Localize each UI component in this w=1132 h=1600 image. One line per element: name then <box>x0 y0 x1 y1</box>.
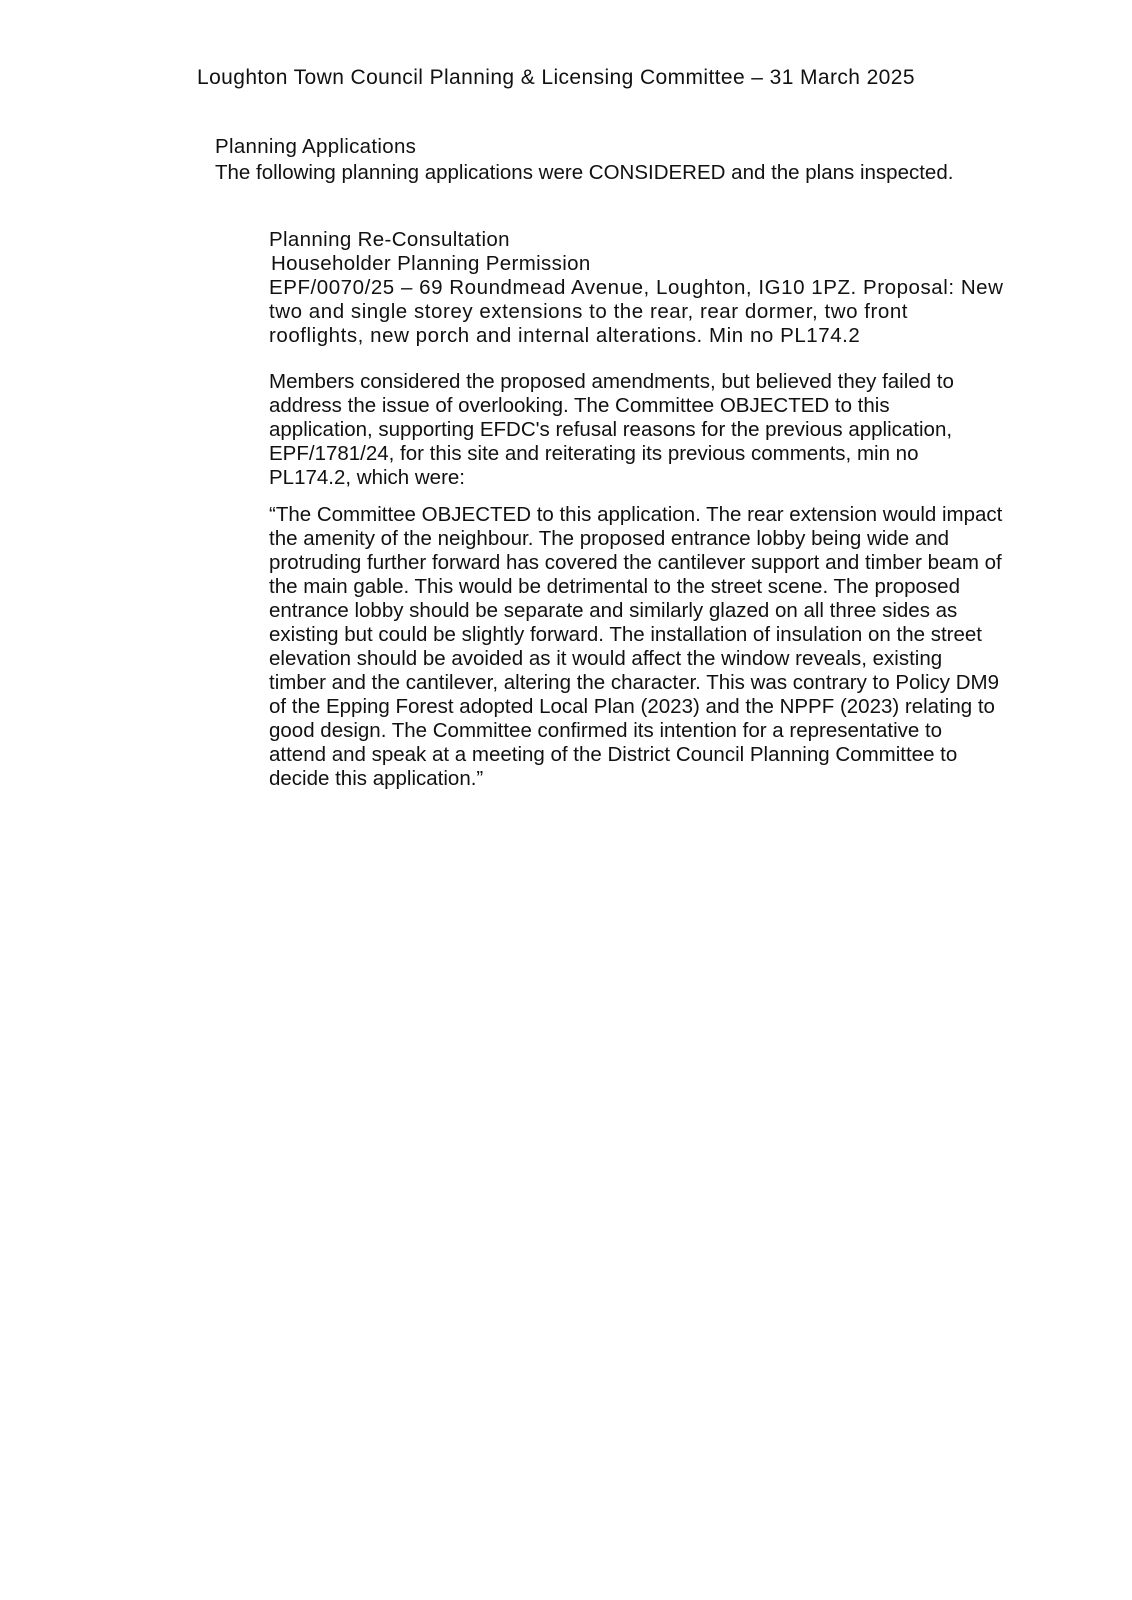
members-paragraph: Members considered the proposed amendments, but believed they failed to address the issue of overlooking. The Committee OBJECTED to this application, supporting EFDC's refusal reasons for the previous application, EPF/1781/24, for this site and reiterating its previous comments, min no PL174.2, which were: <box>269 370 954 489</box>
quoted-comments-paragraph: “The Committee OBJECTED to this application. The rear extension would impact the amenity of the neighbour. The proposed entrance lobby being wide and protruding further forward has covered the cantilever support and timber beam of the main gable. This would be detrimental to the street scene. The proposed entrance lobby should be separate and similarly glazed on all three sides as existing but could be slightly forward. The installation of insulation on the street elevation should be avoided as it would affect the window reveals, existing timber and the cantilever, altering the character. This was contrary to Policy DM9 of the Epping Forest adopted Local Plan (2023) and the NPPF (2023) relating to good design. The Committee confirmed its intention for a representative to attend and speak at a meeting of the District Council Planning Committee to decide this application.” <box>269 503 1003 790</box>
planning-applications-section <box>215 134 1015 186</box>
application-proposal: EPF/0070/25 – 69 Roundmead Avenue, Loughton, IG10 1PZ. Proposal: New two and single storey extensions to the rear, rear dormer, two front rooflights, new porch and internal alterations. Min no PL174.2 <box>269 276 1004 347</box>
application-block <box>269 228 1004 348</box>
page-header: Loughton Town Council Planning & Licensing Committee – 31 March 2025 <box>197 66 915 89</box>
application-type: Planning Re-Consultation <box>269 228 510 251</box>
section-intro: The following planning applications were CONSIDERED and the plans inspected. <box>215 161 954 184</box>
application-category: Householder Planning Permission <box>271 252 591 275</box>
section-title: Planning Applications <box>215 135 417 158</box>
